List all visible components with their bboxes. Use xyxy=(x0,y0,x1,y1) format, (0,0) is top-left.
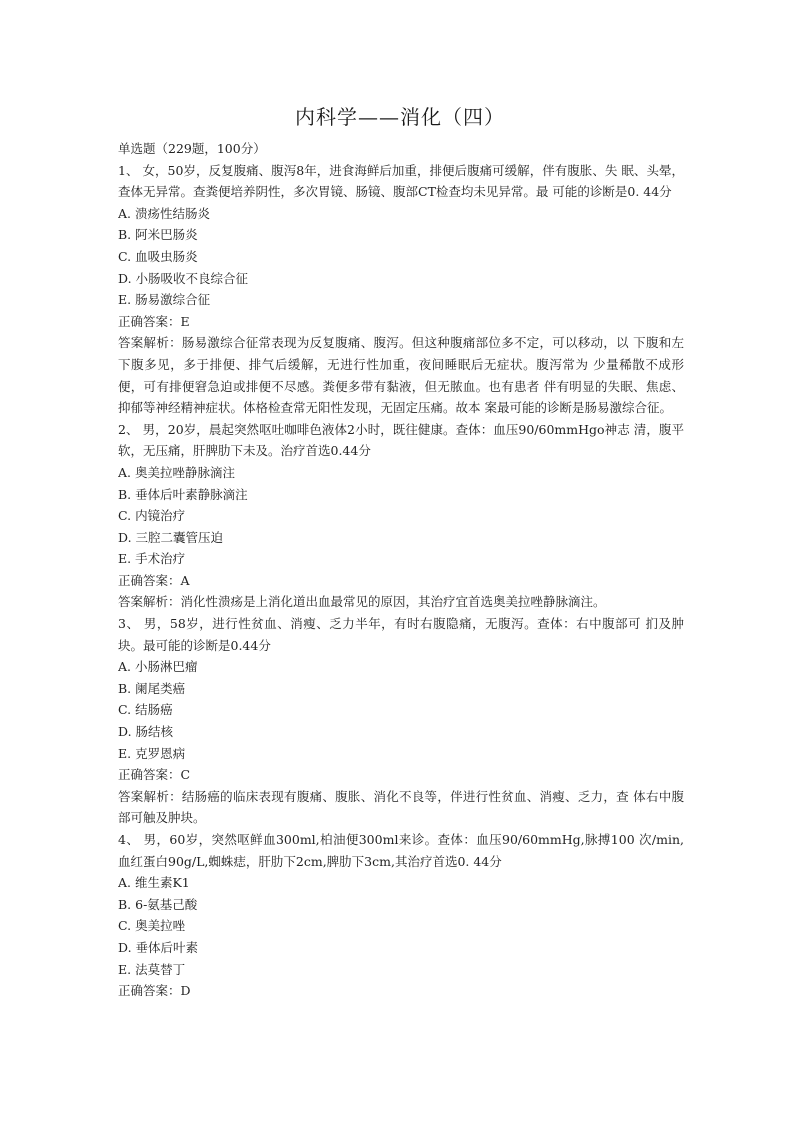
question-block xyxy=(118,829,684,1002)
option-d: D. 三腔二囊管压迫 xyxy=(118,529,224,545)
answer-explanation: 答案解析：结肠癌的临床表现有腹痛、腹胀、消化不良等，伴进行性贫血、消瘦、乏力，查 体右中腹部可触及肿块。 xyxy=(118,788,684,826)
option-e: E. 肠易激综合征 xyxy=(118,292,211,308)
question-stem: 2、 男，20岁，晨起突然呕吐咖啡色液体2小时，既往健康。查体：血压90/60mmHgo神志 清，腹平软，无压痛，肝脾肋下未及。治疗首选0.44分 xyxy=(118,421,684,459)
option-a: A. 奥美拉唑静脉滴注 xyxy=(118,464,235,480)
option-c: C. 结肠癌 xyxy=(118,702,173,718)
option-e: E. 克罗恩病 xyxy=(118,745,186,761)
option-b: B. 阑尾类癌 xyxy=(118,680,186,696)
option-b: B. 6-氨基己酸 xyxy=(118,896,198,912)
option-d: D. 肠结核 xyxy=(118,724,174,740)
option-b: B. 阿米巴肠炎 xyxy=(118,227,198,243)
correct-answer: 正确答案：C xyxy=(118,767,191,783)
document-title: 内科学——消化（四） xyxy=(295,105,505,129)
question-stem: 4、 男，60岁，突然呕鲜血300ml,柏油便300ml来诊。查体：血压90/60mmHg,脉搏100 次/min,血红蛋白90g/L,蜘蛛痣，肝肋下2cm,脾肋下3cm,其治疗首选0. 44分 xyxy=(118,832,684,869)
option-a: A. 维生素K1 xyxy=(118,875,190,891)
section-header: 单选题（229题，100分） xyxy=(118,141,266,156)
question-stem: 3、 男，58岁，进行性贫血、消瘦、乏力半年，有时右腹隐痛，无腹泻。查体：右中腹部可 扪及肿块。最可能的诊断是0.44分 xyxy=(118,616,684,653)
correct-answer: 正确答案：A xyxy=(118,572,190,588)
option-b: B. 垂体后叶素静脉滴注 xyxy=(118,486,248,502)
answer-explanation: 答案解析：消化性溃疡是上消化道出血最常见的原因，其治疗宜首选奥美拉唑静脉滴注。 xyxy=(118,594,606,610)
question-stem: 1、 女，50岁，反复腹痛、腹泻8年，进食海鲜后加重，排便后腹痛可缓解，伴有腹胀、失 眠、头晕，查体无异常。查粪便培养阴性，多次胃镜、肠镜、腹部CT检查均未见异常。最 可能的诊断是0. 44分 xyxy=(118,162,684,200)
question-block xyxy=(118,613,684,829)
option-d: D. 小肠吸收不良综合征 xyxy=(118,270,249,286)
option-c: C. 奥美拉唑 xyxy=(118,918,186,934)
correct-answer: 正确答案：D xyxy=(118,983,191,999)
option-e: E. 法莫替丁 xyxy=(118,961,186,977)
document-body xyxy=(118,138,684,1002)
question-block xyxy=(118,160,684,419)
correct-answer: 正确答案：E xyxy=(118,313,190,329)
option-c: C. 内镜治疗 xyxy=(118,508,186,524)
answer-explanation: 答案解析：肠易激综合征常表现为反复腹痛、腹泻。但这种腹痛部位多不定，可以移动，以 下腹和左下腹多见，多于排便、排气后缓解，无进行性加重，夜间睡眠后无症状。腹泻常为 少量稀散不成形便，可有排便窘急迫或排便不尽感。粪便多带有黏液，但无脓血。也有患者 伴有明显的失眠、焦虑、抑郁等神经精神症状。体格检查常无阳性发现，无固定压痛。故本 案最可能的诊断是肠易激综合征。 xyxy=(118,335,684,416)
option-a: A. 小肠淋巴瘤 xyxy=(118,659,198,675)
option-c: C. 血吸虫肠炎 xyxy=(118,248,198,264)
option-e: E. 手术治疗 xyxy=(118,551,186,567)
option-a: A. 溃疡性结肠炎 xyxy=(118,205,210,221)
option-d: D. 垂体后叶素 xyxy=(118,939,199,955)
question-block xyxy=(118,419,684,613)
